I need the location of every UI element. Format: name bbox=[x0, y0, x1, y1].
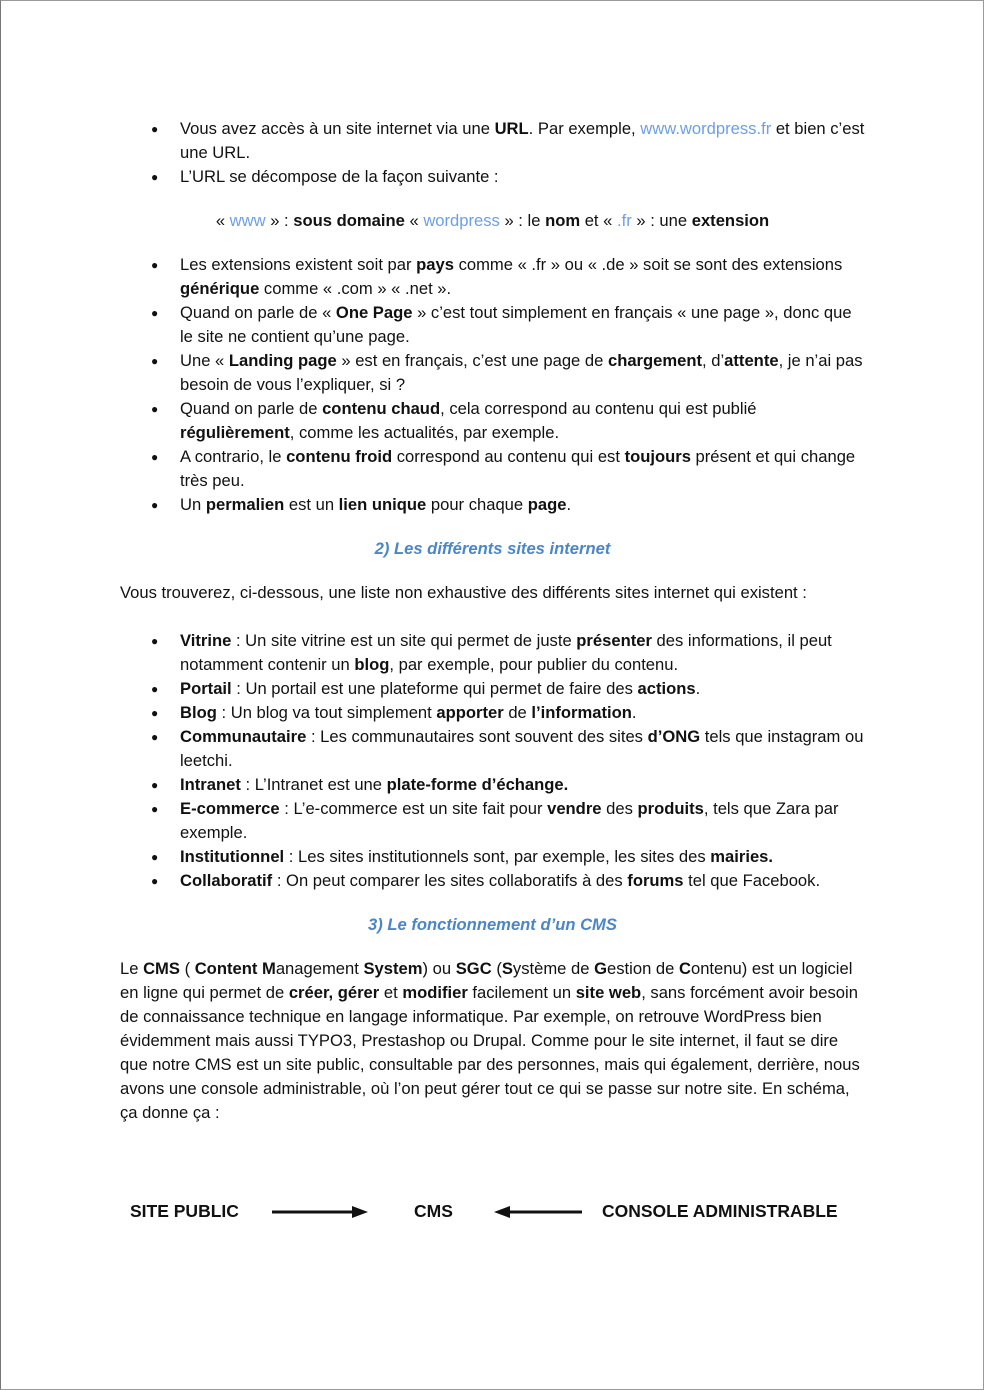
schema-console: CONSOLE ADMINISTRABLE bbox=[602, 1201, 838, 1221]
section-heading-3: 3) Le fonctionnement d’un CMS bbox=[368, 915, 617, 934]
list-item: ● Communautaire : Les communautaires sont souvent des sites d’ONG tels que instagram ou leetchi. bbox=[120, 725, 865, 773]
list-item: ● Vitrine : Un site vitrine est un site qui permet de juste présenter des informations, il peut notamment contenir un blog, par exemple, pour publier du contenu. bbox=[120, 629, 865, 677]
list-item: ● Portail : Un portail est une plateforme qui permet de faire des actions. bbox=[120, 677, 865, 701]
arrow-left-icon bbox=[494, 1205, 582, 1219]
url-bullets bbox=[120, 117, 865, 189]
list-item: ● A contrario, le contenu froid correspond au contenu qui est toujours présent et qui change très peu. bbox=[120, 445, 865, 493]
list-item: ● Blog : Un blog va tout simplement apporter de l’information. bbox=[120, 701, 865, 725]
definition-bullets bbox=[120, 253, 865, 517]
schema-site-public: SITE PUBLIC bbox=[130, 1201, 239, 1221]
list-item: ● L’URL se décompose de la façon suivante : bbox=[120, 165, 865, 189]
list-item: ● E-commerce : L’e-commerce est un site fait pour vendre des produits, tels que Zara par exemple. bbox=[120, 797, 865, 845]
list-item: ● Un permalien est un lien unique pour chaque page. bbox=[120, 493, 865, 517]
section-heading-2: 2) Les différents sites internet bbox=[374, 539, 611, 558]
document-body bbox=[120, 117, 865, 1125]
arrow-right-icon bbox=[272, 1205, 368, 1219]
list-item: ● Les extensions existent soit par pays comme « .fr » ou « .de » soit se sont des extensions générique comme « .com » « .net ». bbox=[120, 253, 865, 301]
list-item: ● Vous avez accès à un site internet via une URL. Par exemple, www.wordpress.fr et bien c’est une URL. bbox=[120, 117, 865, 165]
list-item: ● Collaboratif : On peut comparer les sites collaboratifs à des forums tel que Facebook. bbox=[120, 869, 865, 893]
list-item: ● Institutionnel : Les sites institutionnels sont, par exemple, les sites des mairies. bbox=[120, 845, 865, 869]
cms-schema bbox=[130, 1198, 860, 1224]
list-item: ● Quand on parle de contenu chaud, cela correspond au contenu qui est publié régulièrement, comme les actualités, par exemple. bbox=[120, 397, 865, 445]
link-text[interactable]: .fr bbox=[617, 211, 632, 230]
url-breakdown: « www » : sous domaine « wordpress » : le nom et « .fr » : une extension bbox=[215, 211, 770, 230]
list-item: ● Quand on parle de « One Page » c’est tout simplement en français « une page », donc que le site ne contient qu’une page. bbox=[120, 301, 865, 349]
list-item: ● Une « Landing page » est en français, c’est une page de chargement, d’attente, je n’ai pas besoin de vous l’expliquer, si ? bbox=[120, 349, 865, 397]
link-text[interactable]: www bbox=[229, 211, 266, 230]
list-item: ● Intranet : L’Intranet est une plate-forme d’échange. bbox=[120, 773, 865, 797]
cms-paragraph: Le CMS ( Content Management System) ou SGC (Système de Gestion de Contenu) est un logiciel en ligne qui permet de créer, gérer et modifier facilement un site web, sans forcément avoir besoin de connaissance technique en langage informatique. Par exemple, on retrouve WordPress bien évidemment mais aussi TYPO3, Prestashop ou Drupal. Comme pour le site internet, il faut se dire que notre CMS est un site public, consultable par des personnes, mais qui également, derrière, nous avons une console administrable, où l’on peut gérer tout ce qui se passe sur notre site. En schéma, ça donne ça : bbox=[120, 959, 860, 1122]
section-2-intro: Vous trouverez, ci-dessous, une liste non exhaustive des différents sites internet qui existent : bbox=[120, 583, 807, 602]
schema-cms: CMS bbox=[414, 1201, 453, 1221]
link-text[interactable]: wordpress bbox=[423, 211, 500, 230]
link-text[interactable]: www.wordpress.fr bbox=[640, 119, 772, 138]
site-types-bullets bbox=[120, 629, 865, 893]
